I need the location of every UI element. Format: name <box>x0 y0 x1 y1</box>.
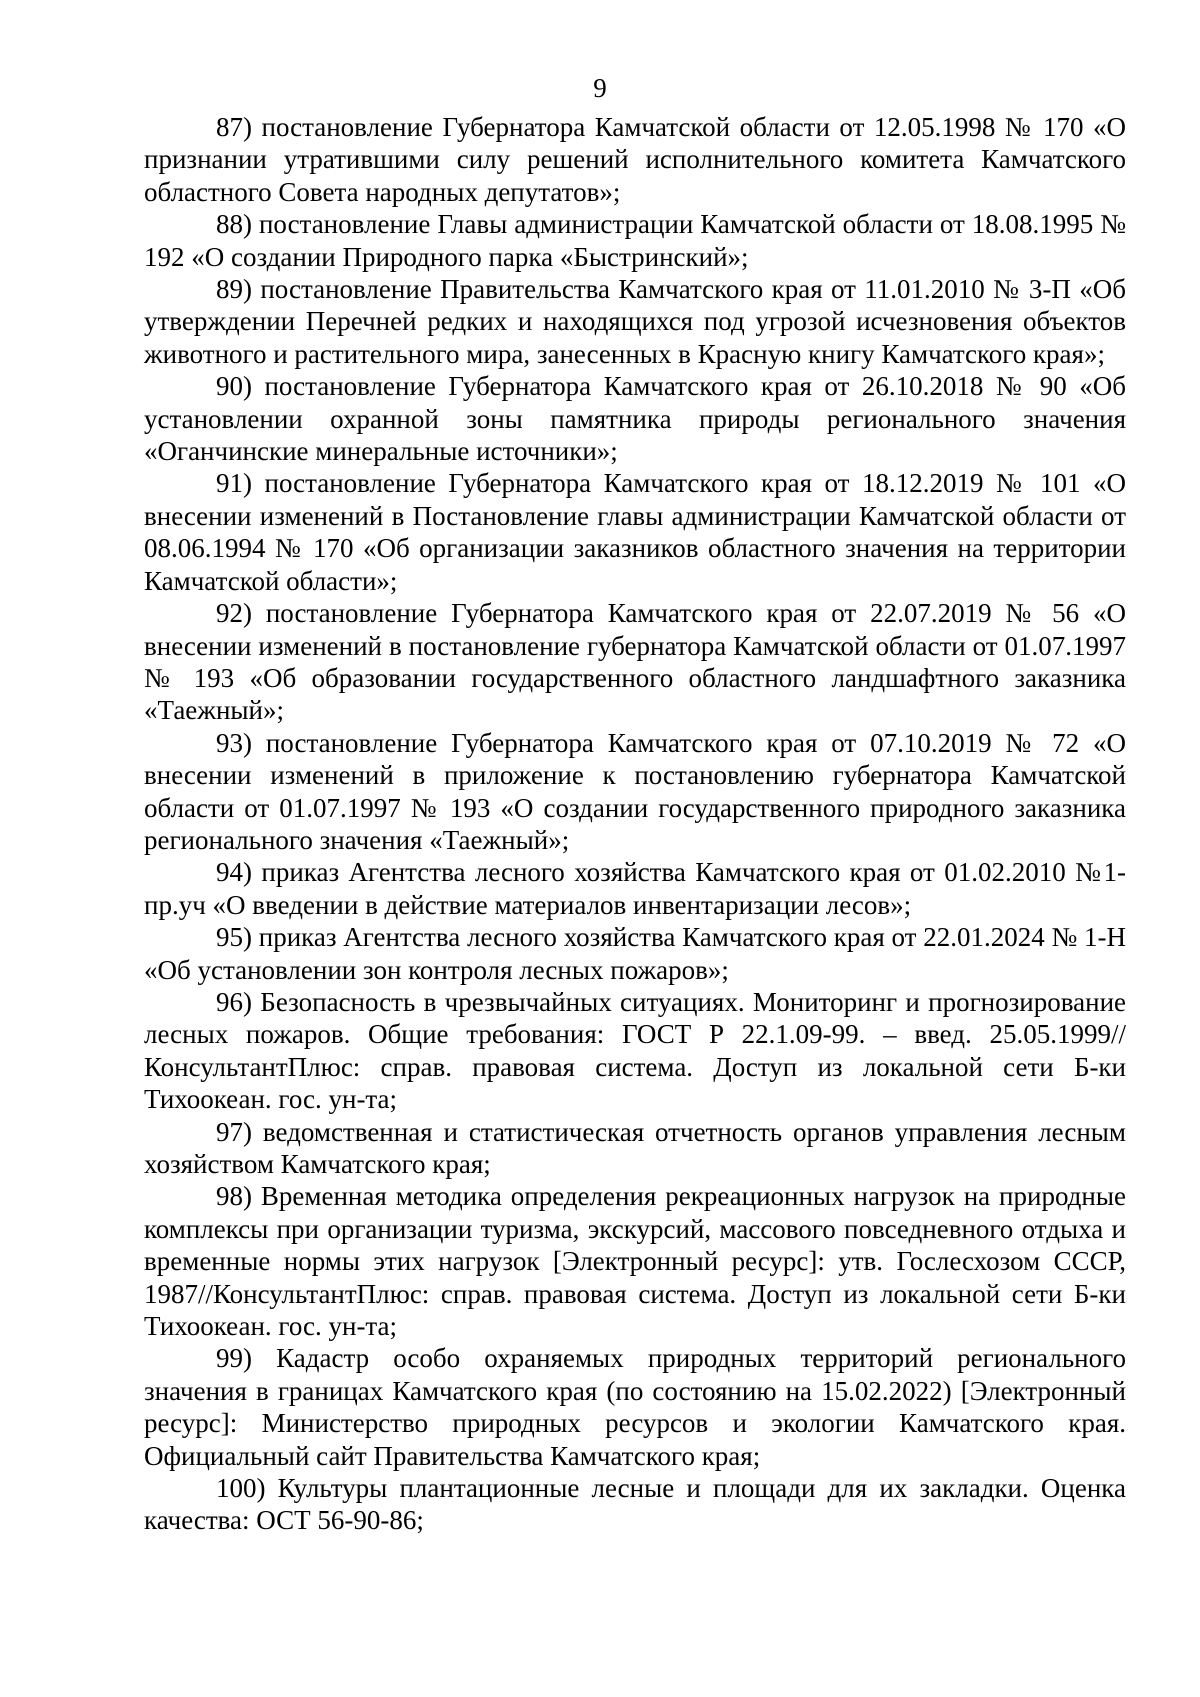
list-item: 94) приказ Агентства лесного хозяйства Камчатского края от 01.02.2010 №1-пр.уч «О введении в действие материалов инвентаризации лесов»; <box>144 857 1126 920</box>
list-item: 88) постановление Главы администрации Камчатской области от 18.08.1995 № 192 «О создании Природного парка «Быстринский»; <box>144 209 1126 272</box>
list-item: 98) Временная методика определения рекреационных нагрузок на природные комплексы при организации туризма, экскурсий, массового повседневного отдыха и временные нормы этих нагрузок [Электронный ресурс]: утв. Гослесхозом СССР, 1987//КонсультантПлюс: справ. правовая система. Доступ из локальной сети Б-ки Тихоокеан. гос. ун-та; <box>144 1181 1126 1342</box>
page-number: 9 <box>593 73 607 103</box>
list-item: 99) Кадастр особо охраняемых природных территорий регионального значения в границах Камчатского края (по состоянию на 15.02.2022) [Электронный ресурс]: Министерство природных ресурсов и экологии Камчатского края. Официальный сайт Правительства Камчатского края; <box>144 1343 1126 1471</box>
reference-list <box>144 111 1126 1537</box>
list-item: 100) Культуры плантационные лесные и площади для их закладки. Оценка качества: ОСТ 56-90-86; <box>144 1473 1126 1536</box>
list-item: 93) постановление Губернатора Камчатского края от 07.10.2019 № 72 «О внесении изменений в приложение к постановлению губернатора Камчатской области от 01.07.1997 № 193 «О создании государственного природного заказника регионального значения «Таежный»; <box>144 727 1126 855</box>
list-item: 95) приказ Агентства лесного хозяйства Камчатского края от 22.01.2024 № 1-Н «Об установлении зон контроля лесных пожаров»; <box>144 922 1126 985</box>
list-item: 97) ведомственная и статистическая отчетность органов управления лесным хозяйством Камчатского края; <box>144 1116 1126 1179</box>
list-item: 89) постановление Правительства Камчатского края от 11.01.2010 № 3-П «Об утверждении Перечней редких и находящихся под угрозой исчезновения объектов животного и растительного мира, занесенных в Красную книгу Камчатского края»; <box>144 274 1126 369</box>
list-item: 92) постановление Губернатора Камчатского края от 22.07.2019 № 56 «О внесении изменений в постановление губернатора Камчатской области от 01.07.1997 № 193 «Об образовании государственного областного ландшафтного заказника «Таежный»; <box>144 598 1126 726</box>
list-item: 91) постановление Губернатора Камчатского края от 18.12.2019 № 101 «О внесении изменений в Постановление главы администрации Камчатской области от 08.06.1994 № 170 «Об организации заказников областного значения на территории Камчатской области»; <box>144 468 1126 596</box>
list-item: 90) постановление Губернатора Камчатского края от 26.10.2018 № 90 «Об установлении охранной зоны памятника природы регионального значения «Оганчинские минеральные источники»; <box>144 371 1126 467</box>
list-item: 87) постановление Губернатора Камчатской области от 12.05.1998 № 170 «О признании утратившими силу решений исполнительного комитета Камчатского областного Совета народных депутатов»; <box>144 112 1126 207</box>
list-item: 96) Безопасность в чрезвычайных ситуациях. Мониторинг и прогнозирование лесных пожаров. Общие требования: ГОСТ Р 22.1.09-99. – введ. 25.05.1999// КонсультантПлюс: справ. правовая система. Доступ из локальной сети Б-ки Тихоокеан. гос. ун-та; <box>144 986 1126 1115</box>
